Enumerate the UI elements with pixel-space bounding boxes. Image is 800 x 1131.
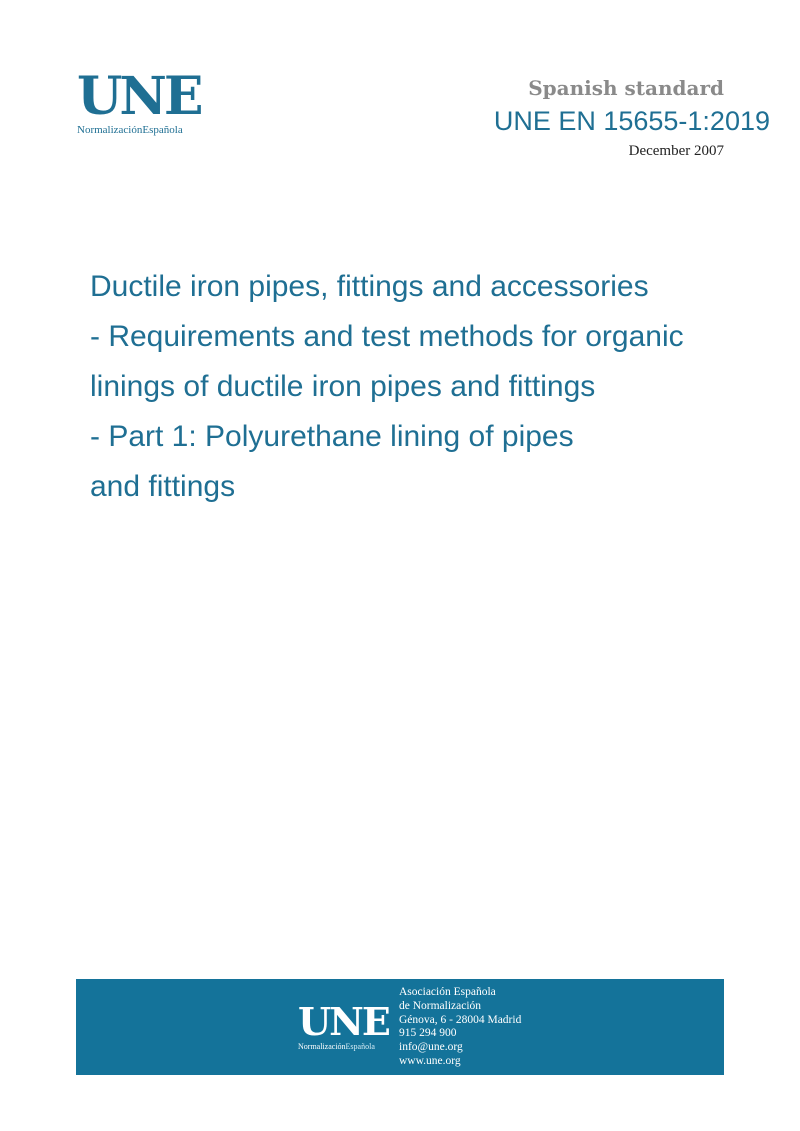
org-name-line-2: de Normalización <box>399 999 482 1012</box>
standard-date: December 2007 <box>628 143 724 159</box>
une-logo <box>77 66 217 136</box>
title-line: - Part 1: Polyurethane lining of pipes <box>90 420 574 453</box>
footer-band <box>76 979 724 1075</box>
standard-code: UNE EN 15655-1:2019 <box>493 106 770 136</box>
org-address: Génova, 6 - 28004 Madrid <box>399 1013 522 1026</box>
footer-logo-subtitle-b: Española <box>345 1042 375 1051</box>
footer-logo-mark: UNE <box>298 999 389 1044</box>
document-title <box>90 262 770 512</box>
standard-header <box>450 76 770 160</box>
footer-une-logo <box>298 999 389 1051</box>
footer-logo-subtitle-a: Normalización <box>298 1042 346 1051</box>
org-email-link[interactable]: info@une.org <box>399 1041 463 1054</box>
logo-subtitle-a: Normalización <box>77 124 143 136</box>
org-phone: 915 294 900 <box>399 1027 457 1040</box>
title-line: - Requirements and test methods for organic <box>90 320 684 353</box>
org-website-link[interactable]: www.une.org <box>399 1054 461 1067</box>
logo-subtitle-b: Española <box>142 124 183 136</box>
title-line: and fittings <box>90 470 236 503</box>
standard-kind: Spanish standard <box>528 76 724 100</box>
title-line: Ductile iron pipes, fittings and accessories <box>90 270 649 303</box>
footer-contact <box>399 986 521 1069</box>
org-name-line-1: Asociación Española <box>399 986 496 998</box>
title-line: linings of ductile iron pipes and fittings <box>90 370 596 403</box>
logo-mark: UNE <box>77 66 201 127</box>
